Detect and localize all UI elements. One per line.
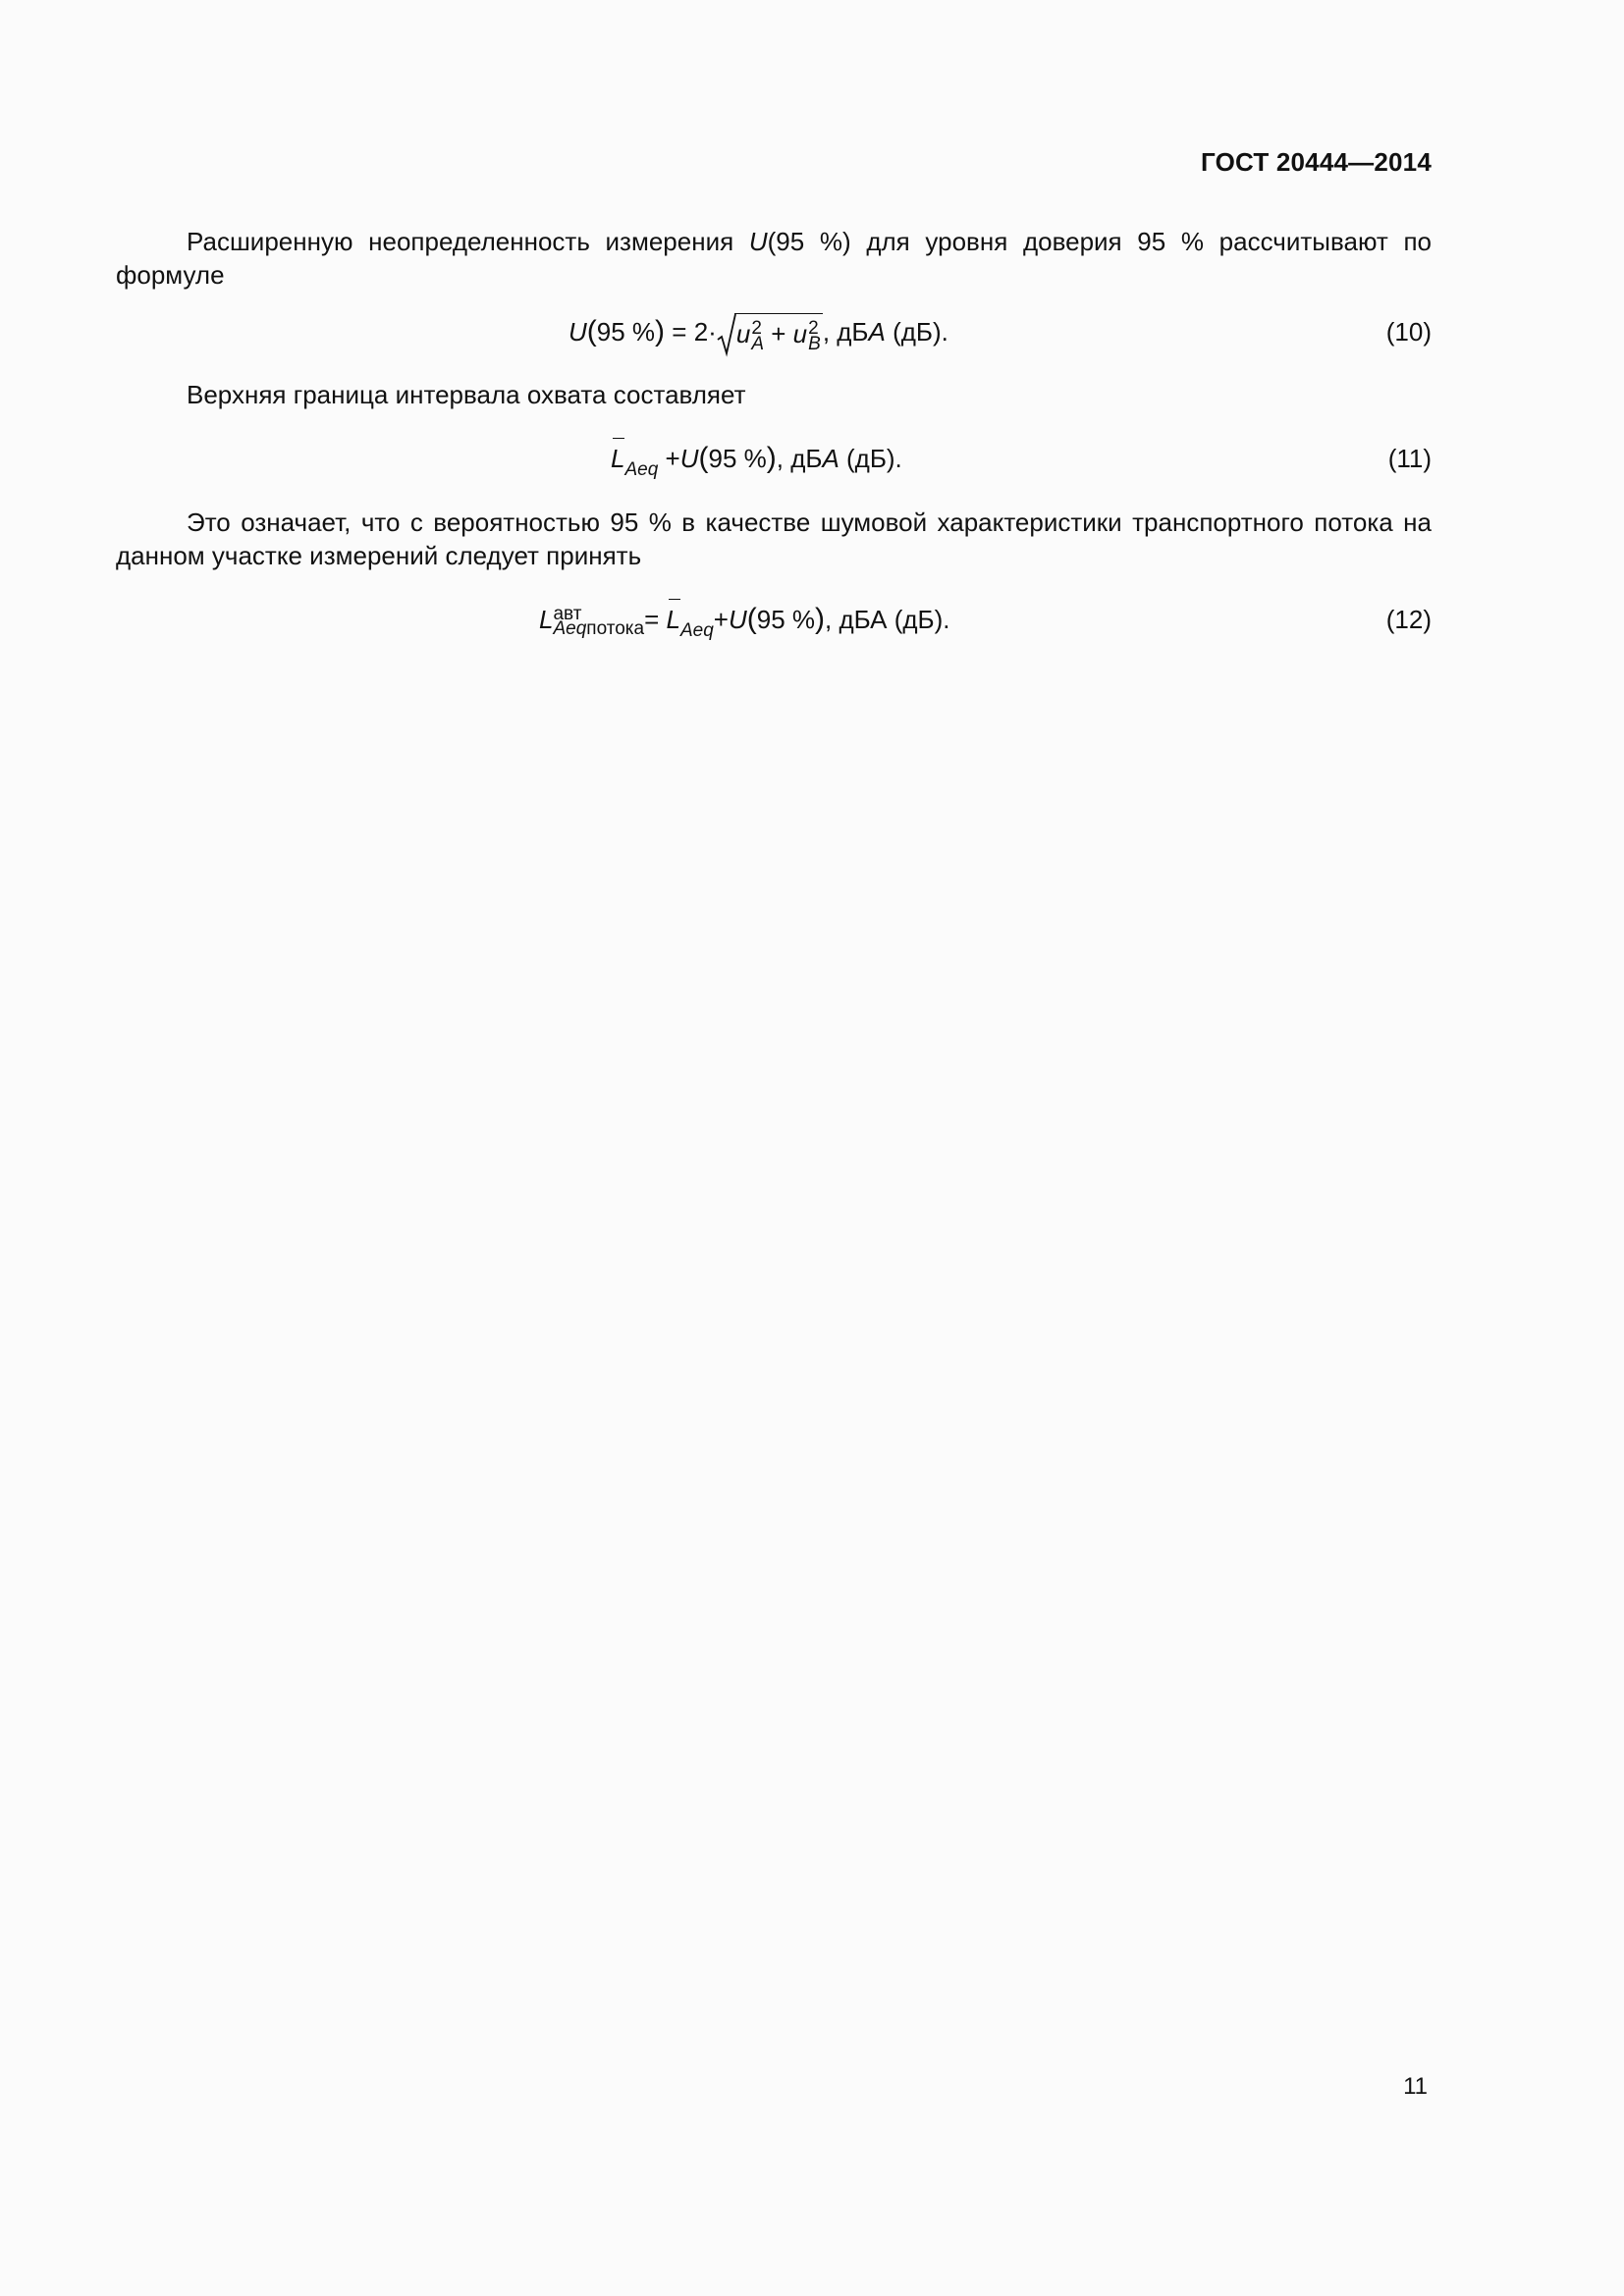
eq12-l-bar: L xyxy=(667,595,680,644)
eq10-dot: · xyxy=(708,317,717,347)
eq11-sub: Aeq xyxy=(624,459,659,480)
eq12-sub: Aeq xyxy=(679,620,714,641)
eq11-arg: 95 % xyxy=(708,444,767,473)
eq10-equals: = xyxy=(672,317,687,347)
sqrt-icon xyxy=(717,312,736,357)
paragraph-text-end: (95 %) для уровня доверия 95 % рассчитывают по формуле xyxy=(116,227,1432,290)
eq10-sup-a: 2 xyxy=(751,317,762,339)
paragraph-uncertainty xyxy=(116,225,1432,292)
eq11-unit-a: A xyxy=(822,444,839,473)
eq12-equals: = xyxy=(644,605,660,634)
eq11-l-bar: L xyxy=(611,434,624,483)
eq10-sub-b: B xyxy=(808,333,821,354)
eq11-unit: , дБ xyxy=(776,444,823,473)
eq12-l: L xyxy=(539,605,554,634)
equation-11-row xyxy=(116,434,1432,483)
eq12-sub-rest: потока xyxy=(586,618,645,640)
eq12-plus: + xyxy=(713,605,729,634)
eq10-coef: 2 xyxy=(693,317,709,347)
eq10-sub-a: A xyxy=(751,333,764,354)
eq10-unit-a: A xyxy=(868,317,886,347)
paragraph-conclusion-text: Это означает, что с вероятностью 95 % в качестве шумовой характеристики транспортного потока на данном участке измерений следует принять xyxy=(116,507,1432,570)
eq10-u-a: u xyxy=(735,319,751,349)
eq10-var-u: U xyxy=(568,317,587,347)
eq12-sup: авт xyxy=(553,604,582,625)
equation-10-row xyxy=(116,307,1432,356)
eq11-u: U xyxy=(679,444,699,473)
paragraph-symbol-u: U xyxy=(748,227,768,256)
eq10-sqrt xyxy=(717,312,823,355)
equation-11: $L_{Aeq} +U(95$ %), дБA (дБ). xyxy=(611,434,902,495)
page-number: 11 xyxy=(1403,2073,1428,2100)
eq10-unit-tail: (дБ). xyxy=(885,317,948,347)
equation-11-number: (11) xyxy=(1387,444,1432,473)
eq12-sub-it: Aeq xyxy=(553,618,587,640)
equation-10-number: (10) xyxy=(1385,317,1432,347)
eq10-sup-b: 2 xyxy=(808,317,819,339)
equation-12-row xyxy=(116,595,1432,644)
equation-12: L авт Aeqпотока = $L_{Aeq}+U(95$ %), дБА (дБ). xyxy=(539,595,949,656)
eq12-arg: 95 % xyxy=(756,605,816,634)
paragraph-upper-bound xyxy=(116,378,1432,411)
document-code: ГОСТ 20444—2014 xyxy=(1201,147,1432,177)
eq12-unit: , дБА (дБ). xyxy=(825,605,950,634)
eq10-plus: + xyxy=(771,319,786,349)
eq11-plus: + xyxy=(665,444,680,473)
eq10-unit: , дБ xyxy=(822,317,869,347)
equation-12-number: (12) xyxy=(1385,605,1432,634)
eq10-u-b: u xyxy=(792,319,808,349)
eq10-arg: 95 % xyxy=(596,317,656,347)
paragraph-conclusion xyxy=(116,506,1432,572)
eq11-unit-tail: (дБ). xyxy=(839,444,902,473)
paragraph-text-start: Расширенную неопределенность измерения xyxy=(187,227,749,256)
equation-10: U(95 %) = 2· u 2 A + u 2 B , дБA (дБ). xyxy=(568,307,948,356)
eq12-u: U xyxy=(728,605,747,634)
paragraph-upper-bound-text: Верхняя граница интервала охвата составляет xyxy=(187,380,746,409)
